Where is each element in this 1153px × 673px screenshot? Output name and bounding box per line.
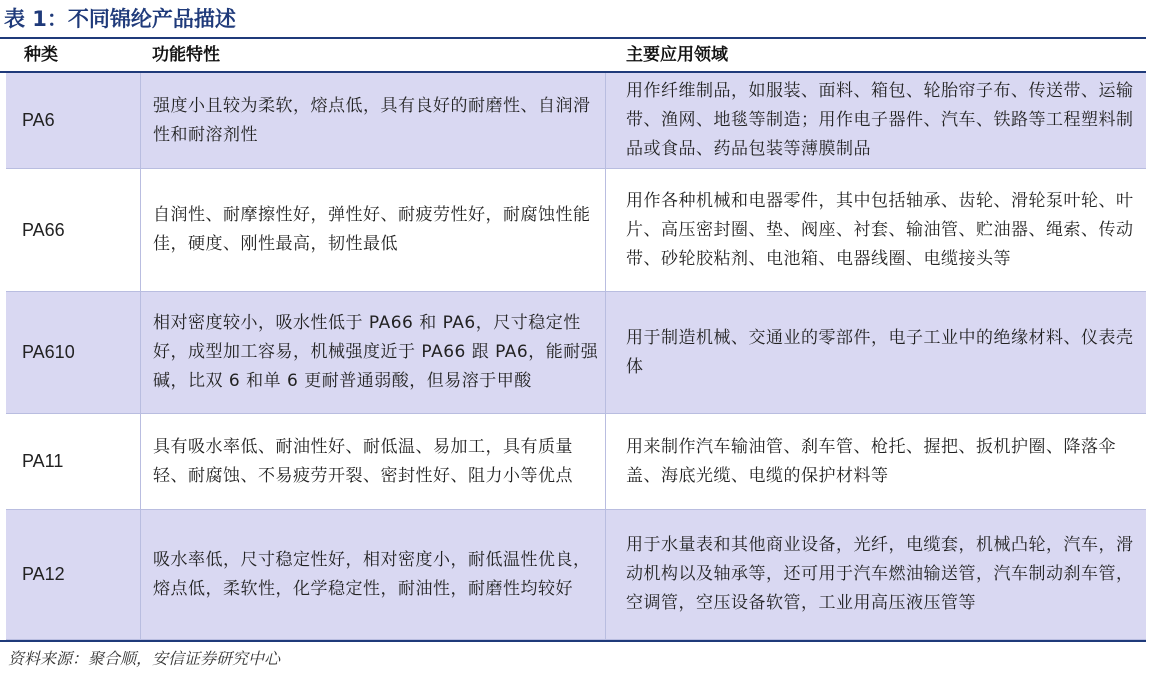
header-applications: 主要应用领域: [626, 45, 728, 65]
table-title: 表 1：不同锦纶产品描述: [4, 7, 236, 31]
cell-kind: PA12: [22, 564, 65, 584]
header-features: 功能特性: [152, 45, 220, 65]
table-row: [6, 73, 1146, 169]
table-row: [6, 169, 1146, 292]
table-row: [6, 510, 1146, 640]
table-header: [0, 39, 1146, 71]
table-row: [6, 414, 1146, 510]
cell-applications: 用作各种机械和电器零件，其中包括轴承、齿轮、滑轮泵叶轮、叶片、高压密封圈、垫、阀座、衬套、输油管、贮油器、绳索、传动带、砂轮胶粘剂、电池箱、电器线圈、电缆接头等: [626, 190, 1134, 269]
cell-features: 自润性、耐摩擦性好，弹性好、耐疲劳性好，耐腐蚀性能佳，硬度、刚性最高，韧性最低: [140, 169, 606, 291]
header-kind: 种类: [24, 45, 58, 65]
cell-features: 强度小且较为柔软，熔点低，具有良好的耐磨性、自润滑性和耐溶剂性: [140, 73, 606, 168]
cell-kind: PA610: [22, 342, 75, 362]
cell-kind: PA66: [22, 219, 65, 240]
cell-features: 相对密度较小，吸水性低于 PA66 和 PA6，尺寸稳定性好，成型加工容易，机械强度近于 PA66 跟 PA6，能耐强碱，比双 6 和单 6 更耐普通弱酸，但易溶于甲酸: [140, 292, 606, 413]
bottom-rule: [0, 640, 1146, 642]
source-note: 资料来源：聚合顺，安信证券研究中心: [8, 649, 281, 668]
cell-applications: 用作纤维制品，如服装、面料、箱包、轮胎帘子布、传送带、运输带、渔网、地毯等制造；用作电子器件、汽车、铁路等工程塑料制品或食品、药品包装等薄膜制品: [626, 81, 1134, 159]
cell-applications: 用于制造机械、交通业的零部件，电子工业中的绝缘材料、仪表壳体: [626, 327, 1134, 377]
cell-kind: PA11: [22, 451, 64, 471]
cell-kind: PA6: [22, 110, 55, 130]
cell-features: 具有吸水率低、耐油性好、耐低温、易加工，具有质量轻、耐腐蚀、不易疲劳开裂、密封性好、阻力小等优点: [140, 414, 606, 509]
table-row: [6, 292, 1146, 414]
cell-applications: 用于水量表和其他商业设备，光纤，电缆套，机械凸轮，汽车，滑动机构以及轴承等，还可用于汽车燃油输送管，汽车制动刹车管，空调管，空压设备软管，工业用高压液压管等: [626, 535, 1134, 613]
cell-applications: 用来制作汽车输油管、刹车管、枪托、握把、扳机护圈、降落伞盖、海底光缆、电缆的保护材料等: [626, 436, 1116, 486]
cell-features: 吸水率低，尺寸稳定性好，相对密度小，耐低温性优良，熔点低，柔软性，化学稳定性，耐油性，耐磨性均较好: [140, 510, 606, 639]
